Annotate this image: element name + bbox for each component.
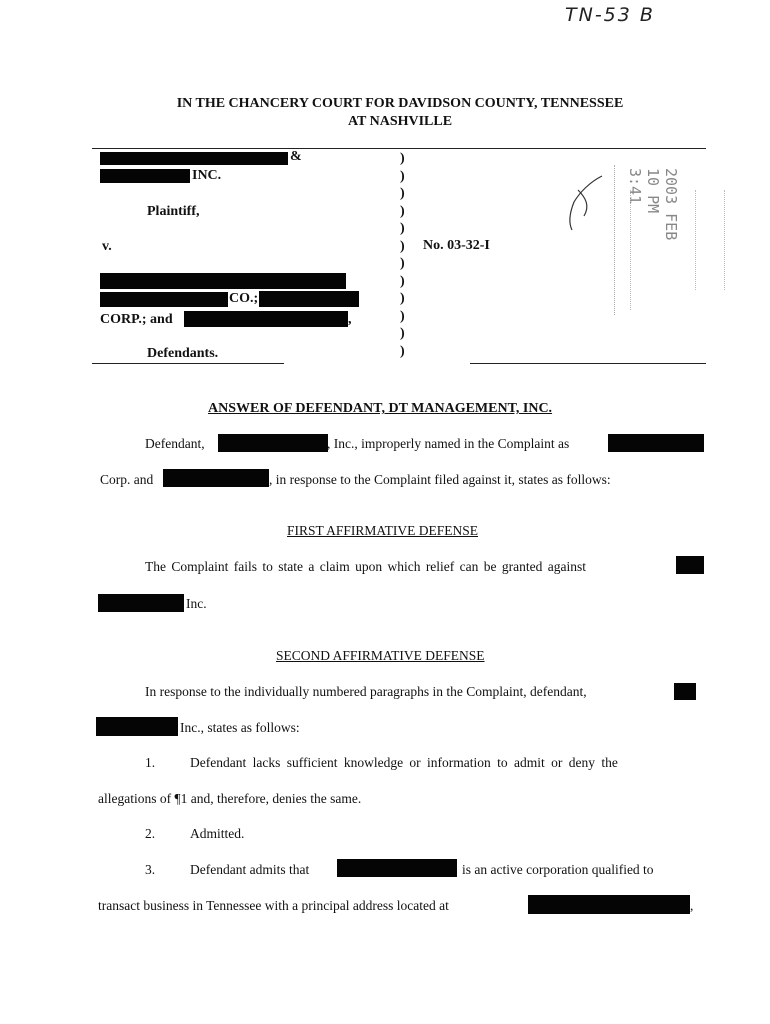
section-heading-first: FIRST AFFIRMATIVE DEFENSE — [287, 523, 479, 538]
intro-text: , Inc., improperly named in the Complaint as — [327, 436, 570, 451]
redaction — [676, 556, 704, 574]
paragraph-number: 3. — [145, 862, 156, 877]
redaction — [100, 152, 288, 165]
case-number: No. 03-32-I — [423, 238, 490, 253]
redaction — [163, 469, 269, 487]
caption-inc: INC. — [192, 168, 222, 183]
caption-top-rule — [92, 148, 706, 149]
redaction — [100, 292, 228, 307]
stamp-dots — [614, 165, 625, 315]
redaction — [100, 273, 346, 289]
court-location: AT NASHVILLE — [347, 114, 453, 129]
redaction — [100, 169, 190, 183]
redaction — [218, 434, 328, 452]
handwritten-note: TN-53 B — [565, 4, 655, 26]
redaction — [98, 594, 184, 612]
second-defense-text: In response to the individually numbered paragraphs in the Complaint, defendant, — [145, 684, 587, 699]
intro-text: Defendant, — [145, 436, 205, 451]
section-heading-second: SECOND AFFIRMATIVE DEFENSE — [276, 648, 485, 663]
intro-text: , in response to the Complaint filed against it, states as follows: — [269, 472, 611, 487]
paragraph-text: is an active corporation qualified to — [462, 862, 654, 877]
redaction — [608, 434, 704, 452]
intro-text: Corp. and — [100, 472, 154, 487]
paragraph-number: 1. — [145, 755, 156, 770]
caption-plaintiff: Plaintiff, — [147, 204, 200, 219]
caption-co: CO.; — [229, 291, 259, 306]
caption-comma: , — [348, 312, 352, 327]
court-name: IN THE CHANCERY COURT FOR DAVIDSON COUNTY, TENNESSEE — [176, 96, 624, 111]
redaction — [674, 683, 696, 700]
redaction — [259, 291, 359, 307]
document-title: ANSWER OF DEFENDANT, DT MANAGEMENT, INC. — [208, 401, 553, 416]
paragraph-text: allegations of ¶1 and, therefore, denies the same. — [98, 791, 362, 806]
caption-bottom-rule — [470, 363, 706, 364]
caption-corp-and: CORP.; and — [100, 312, 173, 327]
redaction — [184, 311, 348, 327]
clerk-initials-mark — [560, 168, 620, 248]
caption-versus: v. — [102, 239, 112, 254]
paragraph-text: Defendant lacks sufficient knowledge or information to admit or deny the — [190, 755, 618, 770]
paragraph-text: Admitted. — [190, 826, 245, 841]
caption-defendants: Defendants. — [147, 346, 219, 361]
second-defense-text: Inc., states as follows: — [180, 720, 300, 735]
filing-stamp-date: 2003 FEB 10 PM 3:41 — [626, 168, 680, 241]
caption-bottom-rule — [92, 363, 284, 364]
redaction — [337, 859, 457, 877]
paragraph-number: 2. — [145, 826, 156, 841]
first-defense-text: Inc. — [186, 596, 207, 611]
stamp-dots — [630, 190, 639, 310]
first-defense-text: The Complaint fails to state a claim upon which relief can be granted against — [145, 559, 586, 574]
paragraph-text: transact business in Tennessee with a principal address located at — [98, 898, 449, 913]
stamp-dots — [695, 190, 725, 290]
redaction — [96, 717, 178, 736]
caption-ampersand: & — [290, 149, 302, 164]
caption-parens: ) ) ) ) ) ) ) ) ) ) ) ) — [400, 151, 405, 359]
paragraph-text: Defendant admits that — [190, 862, 310, 877]
redaction — [528, 895, 690, 914]
paragraph-text: , — [690, 898, 694, 913]
